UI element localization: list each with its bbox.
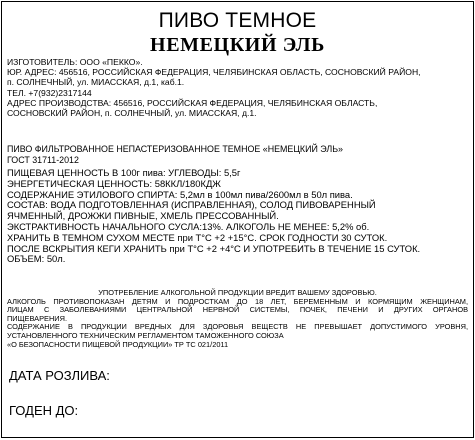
harmful-substances-line: «О БЕЗОПАСНОСТИ ПИЩЕВОЙ ПРОДУКЦИИ» ТР ТС 021/2011 — [7, 339, 229, 349]
contraindications-line: ЛИЦАМ С ЗАБОЛЕВАНИЯМИ ЦЕНТРАЛЬНОЙ НЕРВНОЙ СИСТЕМЫ, ПОЧЕК, ПЕЧЕНИ И ДРУГИХ ОРГАНОВ — [7, 305, 468, 315]
spec-line: ПИЩЕВАЯ ЦЕННОСТЬ В 100г пива: УГЛЕВОДЫ: 5,5г — [7, 167, 241, 178]
harmful-substances-line: УСТАНОВЛЕННОГО ТЕХНИЧЕСКИМ РЕГЛАМЕНТОМ ТАМОЖЕННОГО СОЮЗА — [7, 330, 284, 340]
label-subtitle: НЕМЕЦКИЙ ЭЛЬ — [150, 34, 325, 56]
manufacturer-info — [7, 57, 468, 118]
legal-address-line: ЮР. АДРЕС: 456516, РОССИЙСКАЯ ФЕДЕРАЦИЯ, ЧЕЛЯБИНСКАЯ ОБЛАСТЬ, СОСНОВСКИЙ РАЙОН, — [7, 67, 421, 78]
beer-label — [1, 1, 474, 438]
health-warnings — [7, 289, 468, 349]
product-description: ПИВО ФИЛЬТРОВАННОЕ НЕПАСТЕРИЗОВАННОЕ ТЕМНОЕ «НЕМЕЦКИЙ ЭЛЬ» — [7, 144, 343, 154]
spec-line: ПОСЛЕ ВСКРЫТИЯ КЕГИ ХРАНИТЬ при Т°С +2 +4°С И УПОТРЕБИТЬ В ТЕЧЕНИЕ 15 СУТОК. — [7, 242, 421, 254]
spec-line: СОСТАВ: ВОДА ПОДГОТОВЛЕННАЯ (ИСПРАВЛЕННАЯ), СОЛОД ПИВОВАРЕННЫЙ — [7, 199, 376, 211]
manufacturer-name: ИЗГОТОВИТЕЛЬ: ООО «ПЕККО». — [7, 57, 143, 67]
manufacturer-phone: ТЕЛ. +7(932)2317144 — [7, 87, 92, 98]
production-address-line: СОСНОВСКИЙ РАЙОН, п. СОЛНЕЧНЫЙ, ул. МИАССКАЯ, д.1. — [7, 108, 257, 119]
production-address-line: АДРЕС ПРОИЗВОДСТВА: 456516, РОССИЙСКАЯ ФЕДЕРАЦИЯ, ЧЕЛЯБИНСКАЯ ОБЛАСТЬ, — [7, 97, 378, 108]
harmful-substances-line: СОДЕРЖАНИЕ В ПРОДУКЦИИ ВРЕДНЫХ ДЛЯ ЗДОРОВЬЯ ВЕЩЕСТВ НЕ ПРЕВЫШАЕТ ДОПУСТИМОГО УРОВНЯ, — [7, 322, 468, 332]
contraindications-line: ПИЩЕВАРЕНИЯ. — [7, 313, 67, 323]
health-warning: УПОТРЕБЛЕНИЕ АЛКОГОЛЬНОЙ ПРОДУКЦИИ ВРЕДИТ ВАШЕМУ ЗДОРОВЬЮ. — [98, 288, 377, 297]
spec-line: ХРАНИТЬ В ТЕМНОМ СУХОМ МЕСТЕ при Т°С +2 +15°С. СРОК ГОДНОСТИ 30 СУТОК. — [7, 231, 388, 243]
contraindications-line: АЛКОГОЛЬ ПРОТИВОПОКАЗАН ДЕТЯМ И ПОДРОСТКАМ ДО 18 ЛЕТ, БЕРЕМЕННЫМ И КОРМЯЩИМ ЖЕНЩИНАМ, — [7, 296, 468, 306]
spec-line: ЭНЕРГЕТИЧЕСКАЯ ЦЕННОСТЬ: 58ККЛ/180КДЖ — [7, 177, 221, 189]
spec-line: ЯЧМЕННЫЙ, ДРОЖЖИ ПИВНЫЕ, ХМЕЛЬ ПРЕССОВАННЫЙ. — [7, 210, 279, 222]
spec-line: ЭКСТРАКТИВНОСТЬ НАЧАЛЬНОГО СУСЛА:13%. АЛКОГОЛЬ НЕ МЕНЕЕ: 5,2% об. — [7, 220, 370, 232]
legal-address-line: п. СОЛНЕЧНЫЙ, ул. МИАССКАЯ, д.1, каб.1. — [7, 77, 185, 88]
product-specs — [7, 168, 468, 265]
expiry-date-label: ГОДЕН ДО: — [9, 403, 79, 418]
label-title: ПИВО ТЕМНОЕ — [158, 9, 317, 32]
spec-line: СОДЕРЖАНИЕ ЭТИЛОВОГО СПИРТА: 5,2мл в 100мл пива/2600мл в 50л пива. — [7, 188, 353, 200]
product-standard: ГОСТ 31711-2012 — [7, 154, 79, 165]
bottling-date-label: ДАТА РОЗЛИВА: — [9, 368, 110, 383]
spec-line: ОБЪЕМ: 50л. — [7, 253, 66, 265]
product-info — [7, 144, 468, 165]
